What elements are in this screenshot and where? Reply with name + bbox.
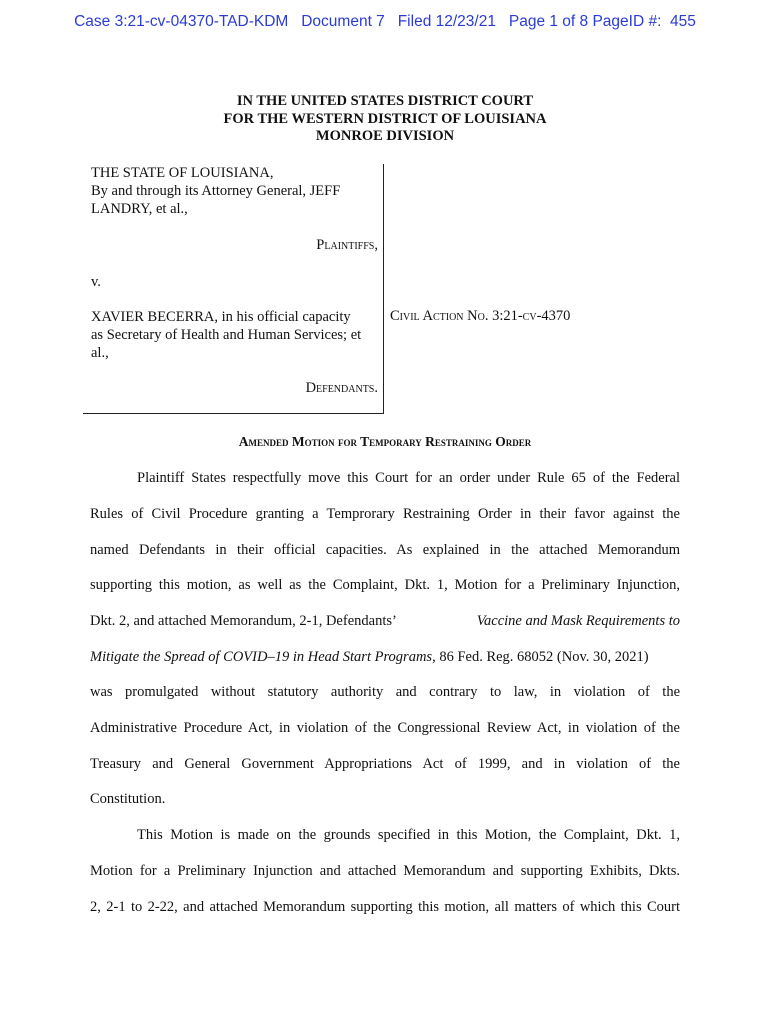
civil-action-number: Civil Action No. 3:21-cv-4370 [390,308,571,324]
caption-divider-vertical [383,164,384,414]
body-line: 2, 2-1 to 2-22, and attached Memorandum supporting this motion, all matters of which this Court [90,899,680,915]
body-text: Dkt. 2, and attached Memorandum, 2-1, Defendants’ [90,613,400,629]
plaintiff-block [91,164,378,218]
cited-rule-title: Vaccine and Mask Requirements to [476,613,680,629]
body-line: This Motion is made on the grounds specified in this Motion, the Complaint, Dkt. 1, [137,827,680,843]
caption-divider-horizontal [83,413,384,414]
body-line: named Defendants in their official capacities. As explained in the attached Memorandum [90,542,680,558]
defendants-label: Defendants. [305,380,378,396]
defendant-line: al., [91,345,109,361]
court-heading [0,93,770,146]
body-line [90,613,680,630]
plaintiff-line: LANDRY, et al., [91,201,188,217]
ecf-header-stamp: Case 3:21-cv-04370-TAD-KDM Document 7 Filed 12/23/21 Page 1 of 8 PageID #: 455 [74,13,696,30]
motion-title: Amended Motion for Temporary Restraining Order [238,434,532,449]
defendant-line: XAVIER BECERRA, in his official capacity [91,309,351,325]
plaintiff-line: THE STATE OF LOUISIANA, [91,165,274,181]
cited-rule-title: Mitigate the Spread of COVID–19 in Head Start Programs [90,649,433,665]
body-line [90,649,680,666]
defendant-block [91,308,378,362]
body-line: Administrative Procedure Act, in violation of the Congressional Review Act, in violation of the [90,720,680,736]
body-line: Motion for a Preliminary Injunction and attached Memorandum and supporting Exhibits, Dkts. [90,863,680,879]
plaintiffs-label: Plaintiffs, [316,237,378,253]
body-text: , 86 Fed. Reg. 68052 (Nov. 30, 2021) [432,649,649,665]
court-heading-line: MONROE DIVISION [315,128,455,144]
court-heading-line: FOR THE WESTERN DISTRICT OF LOUISIANA [223,110,547,127]
body-line: Treasury and General Government Appropriations Act of 1999, and in violation of the [90,756,680,772]
body-line: Plaintiff States respectfully move this Court for an order under Rule 65 of the Federal [137,470,680,486]
versus: v. [91,274,101,290]
court-heading-line: IN THE UNITED STATES DISTRICT COURT [236,93,534,109]
body-line: Rules of Civil Procedure granting a Temprorary Restraining Order in their favor against the [90,506,680,522]
plaintiff-line: By and through its Attorney General, JEFF [91,183,341,199]
defendant-line: as Secretary of Health and Human Services; et [91,327,362,343]
body-line: was promulgated without statutory authority and contrary to law, in violation of the [90,684,680,700]
body-line: Constitution. [90,791,166,807]
body-line: supporting this motion, as well as the Complaint, Dkt. 1, Motion for a Preliminary Injunction, [90,577,680,593]
